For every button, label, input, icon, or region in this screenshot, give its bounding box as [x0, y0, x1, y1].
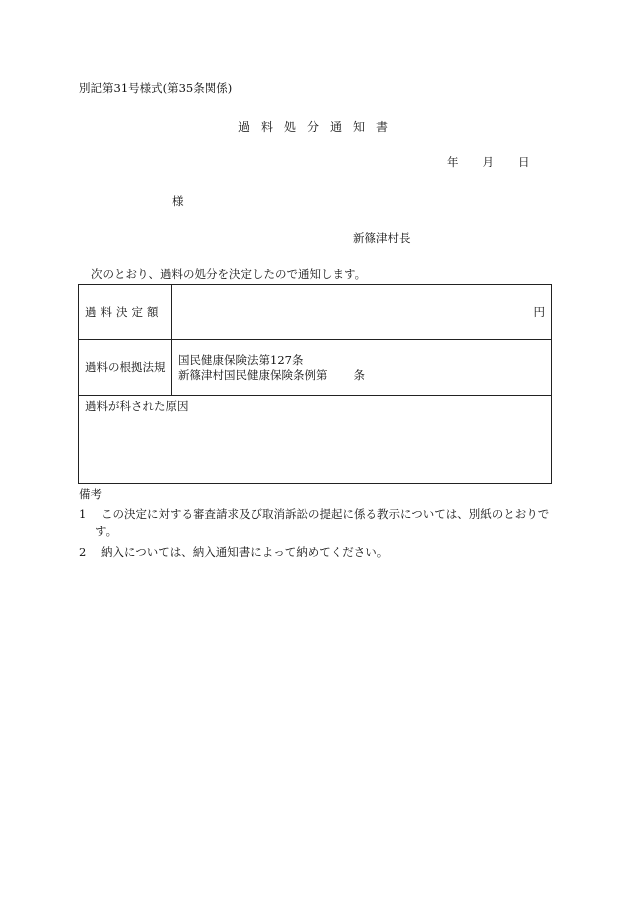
amount-label-cell: [79, 285, 172, 339]
remark-item: [79, 545, 388, 561]
addressee-suffix: 様: [172, 194, 184, 208]
title-char: 料: [261, 120, 274, 134]
remark-text: 納入については、納入通知書によって納めてください。: [101, 545, 389, 559]
intro-text: 次のとおり、過料の処分を決定したので通知します。: [91, 267, 367, 281]
remark-number: 1: [79, 507, 87, 521]
title-char: 通: [330, 120, 343, 134]
date-day: 日: [518, 155, 530, 169]
title-char: 過: [238, 120, 251, 134]
basis-law: 国民健康保険法第127条: [178, 353, 304, 367]
basis-ordinance: [178, 368, 365, 384]
remark-item: [79, 507, 549, 523]
remark-text: この決定に対する審査請求及び取消訴訟の提起に係る教示については、別紙のとおりで: [101, 507, 550, 521]
document-title: [238, 119, 399, 135]
cause-label: 過料が科された原因: [85, 399, 189, 413]
remark-text: す。: [95, 524, 118, 538]
remark-number: 2: [79, 545, 87, 559]
basis-ordinance-prefix: 新篠津村国民健康保険条例第: [178, 368, 328, 382]
date-year: 年: [447, 155, 459, 169]
basis-row: [79, 340, 551, 396]
title-char: 処: [284, 120, 297, 134]
title-char: 書: [376, 120, 389, 134]
date-line: [447, 155, 530, 171]
basis-ordinance-suffix: 条: [353, 368, 365, 382]
remarks-title: 備考: [79, 487, 102, 501]
basis-label: 過料の根拠法規: [85, 360, 166, 374]
cause-row: [79, 396, 551, 483]
title-char: 知: [353, 120, 366, 134]
basis-label-cell: [79, 340, 172, 395]
date-month: 月: [482, 155, 494, 169]
amount-row: [79, 285, 551, 340]
penalty-table: [78, 284, 552, 484]
issuer: 新篠津村長: [353, 231, 411, 245]
form-number: 別記第31号様式(第35条関係): [79, 81, 233, 95]
amount-label: 過料決定額: [85, 305, 163, 319]
amount-unit: 円: [533, 305, 545, 319]
remark-text-continued: [79, 524, 117, 540]
title-char: 分: [307, 120, 320, 134]
